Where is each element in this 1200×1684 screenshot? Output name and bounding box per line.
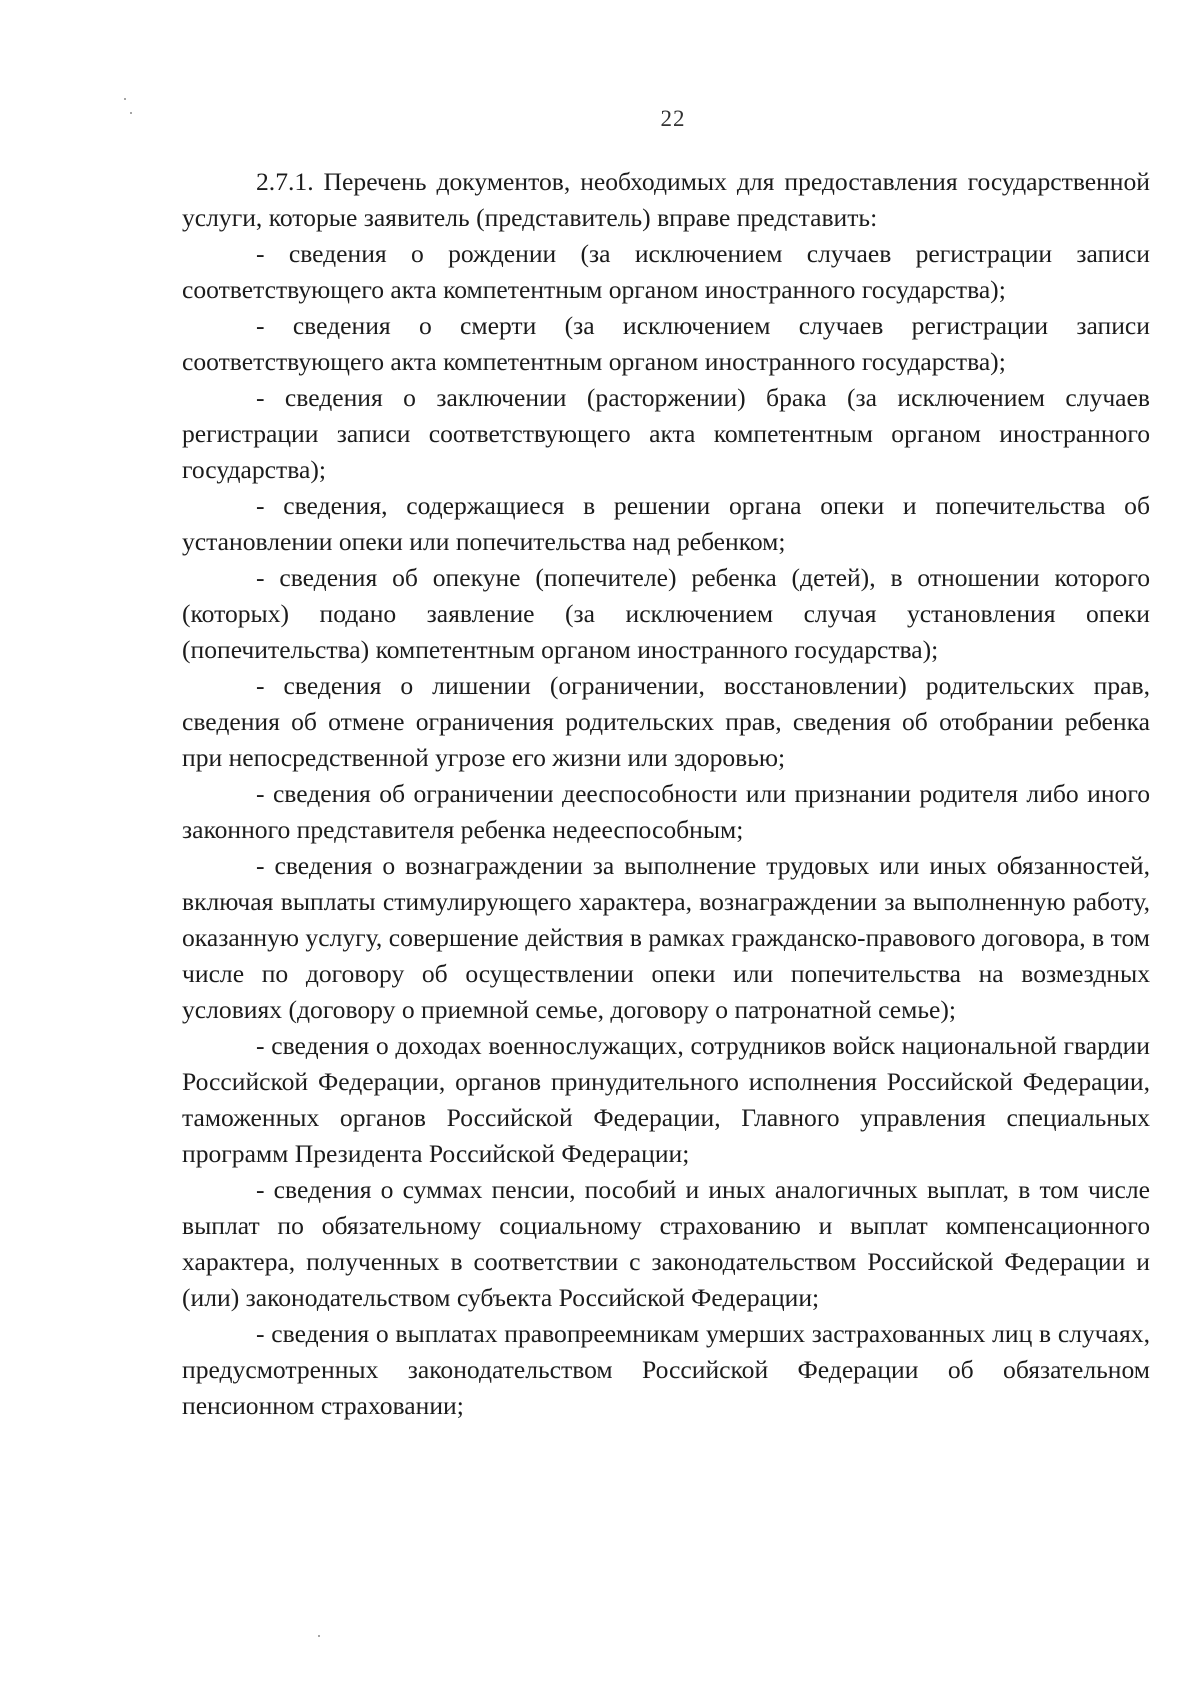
list-item-parental-rights: - сведения о лишении (ограничении, восстановлении) родительских прав, сведения об отмене ограничения родительских прав, сведения об отобрании ребенка при непосредственной угрозе его жизни или здоровью; bbox=[182, 671, 1150, 772]
scan-speck bbox=[124, 98, 126, 100]
list-item-birth-info: - сведения о рождении (за исключением случаев регистрации записи соответствующего акта компетентным органом иностранного государства); bbox=[182, 239, 1150, 304]
list-item-marriage-info: - сведения о заключении (расторжении) брака (за исключением случаев регистрации записи соответствующего акта компетентным органом иностранного государства); bbox=[182, 383, 1150, 484]
list-item-guardian-info: - сведения об опекуне (попечителе) ребенка (детей), в отношении которого (которых) подано заявление (за исключением случая установления опеки (попечительства) компетентным органом иностранного государства); bbox=[182, 563, 1150, 664]
scan-speck bbox=[130, 112, 132, 114]
list-item-death-info: - сведения о смерти (за исключением случаев регистрации записи соответствующего акта компетентным органом иностранного государства); bbox=[182, 311, 1150, 376]
list-item-military-income: - сведения о доходах военнослужащих, сотрудников войск национальной гвардии Российской Федерации, органов принудительного исполнения Российской Федерации, таможенных органов Российской Федерации, Главного управления специальных программ Президента Российской Федерации; bbox=[182, 1031, 1150, 1168]
list-item-remuneration: - сведения о вознаграждении за выполнение трудовых или иных обязанностей, включая выплаты стимулирующего характера, вознаграждении за выполненную работу, оказанную услугу, совершение действия в рамках гражданско-правового договора, в том числе по договору об осуществлении опеки или попечительства на возмездных условиях (договору о приемной семье, договору о патронатной семье); bbox=[182, 851, 1150, 1024]
list-item-pension-benefits: - сведения о суммах пенсии, пособий и иных аналогичных выплат, в том числе выплат по обязательному социальному страхованию и выплат компенсационного характера, полученных в соответствии с законодательством Российской Федерации и (или) законодательством субъекта Российской Федерации; bbox=[182, 1175, 1150, 1312]
document-body bbox=[182, 164, 1150, 1424]
scan-speck bbox=[318, 1635, 320, 1637]
list-item-guardianship-decision: - сведения, содержащиеся в решении органа опеки и попечительства об установлении опеки или попечительства над ребенком; bbox=[182, 491, 1150, 556]
page-number: 22 bbox=[660, 106, 686, 131]
list-item-successor-payments: - сведения о выплатах правопреемникам умерших застрахованных лиц в случаях, предусмотренных законодательством Российской Федерации об обязательном пенсионном страховании; bbox=[182, 1319, 1150, 1420]
paragraph-2-7-1-intro: 2.7.1. Перечень документов, необходимых для предоставления государственной услуги, которые заявитель (представитель) вправе представить: bbox=[182, 167, 1150, 232]
list-item-legal-capacity: - сведения об ограничении дееспособности или признании родителя либо иного законного представителя ребенка недееспособным; bbox=[182, 779, 1150, 844]
